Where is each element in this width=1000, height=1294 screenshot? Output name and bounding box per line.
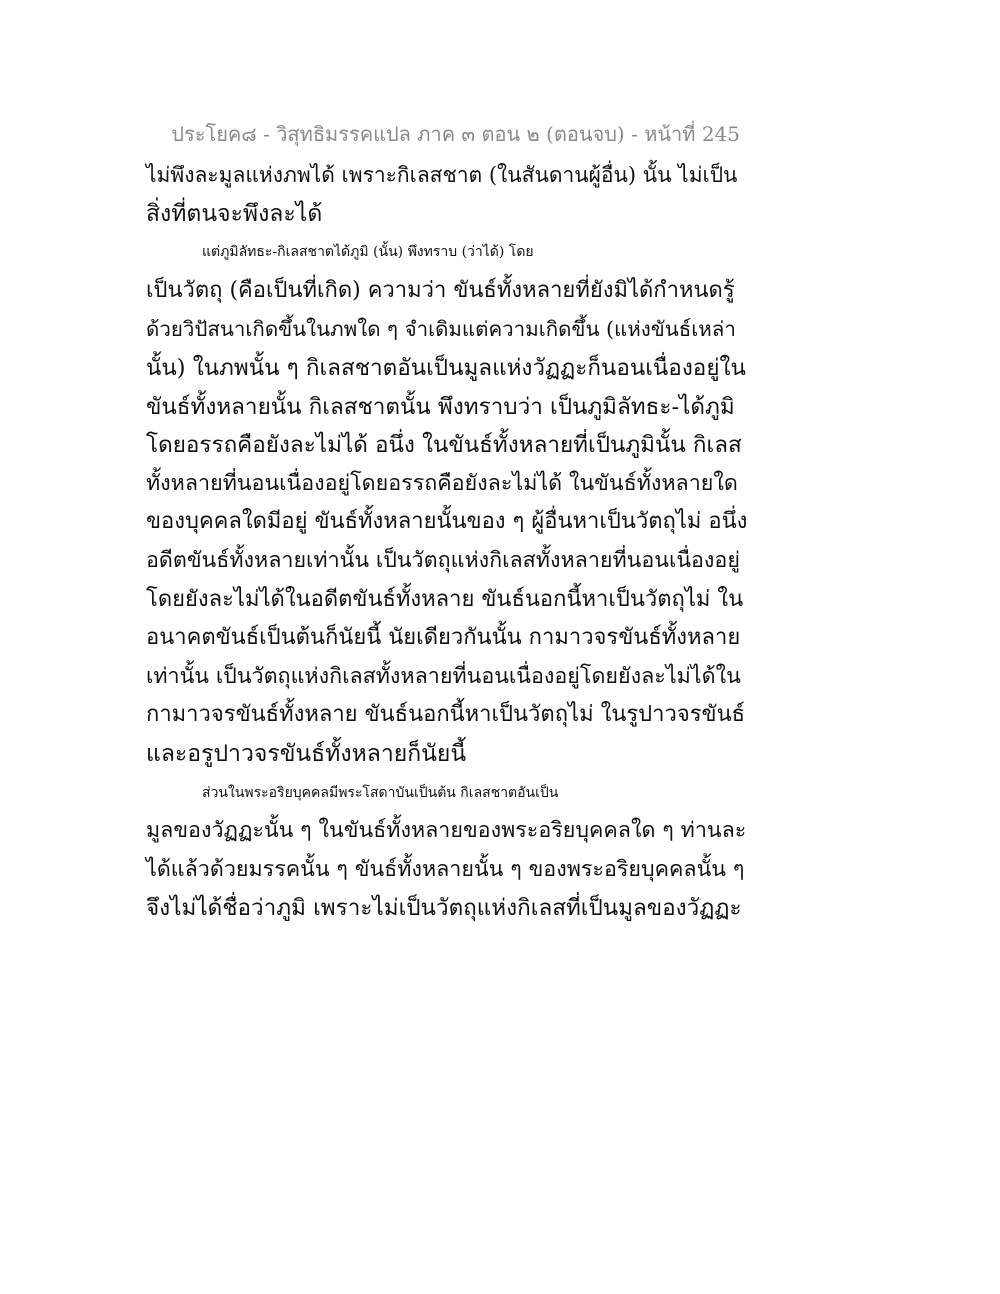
text-line: ทั้งหลายที่นอนเนื่องอยู่โดยอรรถคือยังละไม่ได้ ในขันธ์ทั้งหลายใด: [146, 470, 738, 496]
text-line: อดีตขันธ์ทั้งหลายเท่านั้น เป็นวัตถุแห่งกิเลสทั้งหลายที่นอนเนื่องอยู่: [146, 547, 740, 573]
text-line: ขันธ์ทั้งหลายนั้น กิเลสชาตนั้น พึงทราบว่า เป็นภูมิลัทธะ-ได้ภูมิ: [146, 393, 735, 420]
body-text: [146, 156, 746, 928]
text-line: กามาวจรขันธ์ทั้งหลาย ขันธ์นอกนี้หาเป็นวัตถุไม่ ในรูปาวจรขันธ์: [146, 702, 746, 728]
text-line: โดยอรรถคือยังละไม่ได้ อนึ่ง ในขันธ์ทั้งหลายที่เป็นภูมินั้น กิเลส: [146, 432, 742, 459]
text-line: และอรูปาวจรขันธ์ทั้งหลายก็นัยนี้: [146, 740, 467, 767]
text-line: เป็นวัตถุ (คือเป็นที่เกิด) ความว่า ขันธ์ทั้งหลายที่ยังมิได้กำหนดรู้: [146, 277, 735, 303]
text-line: ได้แล้วด้วยมรรคนั้น ๆ ขันธ์ทั้งหลายนั้น ๆ ของพระอริยบุคคลนั้น ๆ: [146, 856, 745, 882]
text-line: ของบุคคลใดมีอยู่ ขันธ์ทั้งหลายนั้นของ ๆ ผู้อื่นหาเป็นวัตถุไม่ อนึ่ง: [146, 509, 748, 535]
text-line: โดยยังละไม่ได้ในอดีตขันธ์ทั้งหลาย ขันธ์นอกนี้หาเป็นวัตถุไม่ ใน: [146, 586, 744, 612]
text-line: นั้น) ในภพนั้น ๆ กิเลสชาตอันเป็นมูลแห่งวัฏฏะก็นอนเนื่องอยู่ใน: [146, 354, 746, 381]
running-header: ประโยค๘ - วิสุทธิมรรคแปล ภาค ๓ ตอน ๒ (ตอนจบ) - หน้าที่ 245: [171, 122, 740, 146]
text-line: ด้วยวิปัสนาเกิดขึ้นในภพใด ๆ จำเดิมแต่ความเกิดขึ้น (แห่งขันธ์เหล่า: [146, 317, 736, 342]
paragraph-first-line: ส่วนในพระอริยบุคคลมีพระโสดาบันเป็นต้น กิเลสชาตอันเป็น: [202, 784, 559, 801]
text-line: ไม่พึงละมูลแห่งภพได้ เพราะกิเลสชาต (ในสันดานผู้อื่น) นั้น ไม่เป็น: [146, 163, 738, 187]
text-line: อนาคตขันธ์เป็นต้นก็นัยนี้ นัยเดียวกันนั้น กามาวจรขันธ์ทั้งหลาย: [146, 625, 741, 651]
paragraph-first-line: แต่ภูมิลัทธะ-กิเลสชาตได้ภูมิ (นั้น) พึงทราบ (ว่าได้) โดย: [202, 244, 534, 261]
text-line: จึงไม่ได้ชื่อว่าภูมิ เพราะไม่เป็นวัตถุแห่งกิเลสที่เป็นมูลของวัฏฏะ: [146, 895, 742, 922]
text-line: มูลของวัฏฏะนั้น ๆ ในขันธ์ทั้งหลายของพระอริยบุคคลใด ๆ ท่านละ: [146, 818, 747, 844]
text-line: เท่านั้น เป็นวัตถุแห่งกิเลสทั้งหลายที่นอนเนื่องอยู่โดยยังละไม่ได้ใน: [146, 663, 741, 689]
text-line: สิ่งที่ตนจะพึงละได้: [146, 200, 323, 227]
